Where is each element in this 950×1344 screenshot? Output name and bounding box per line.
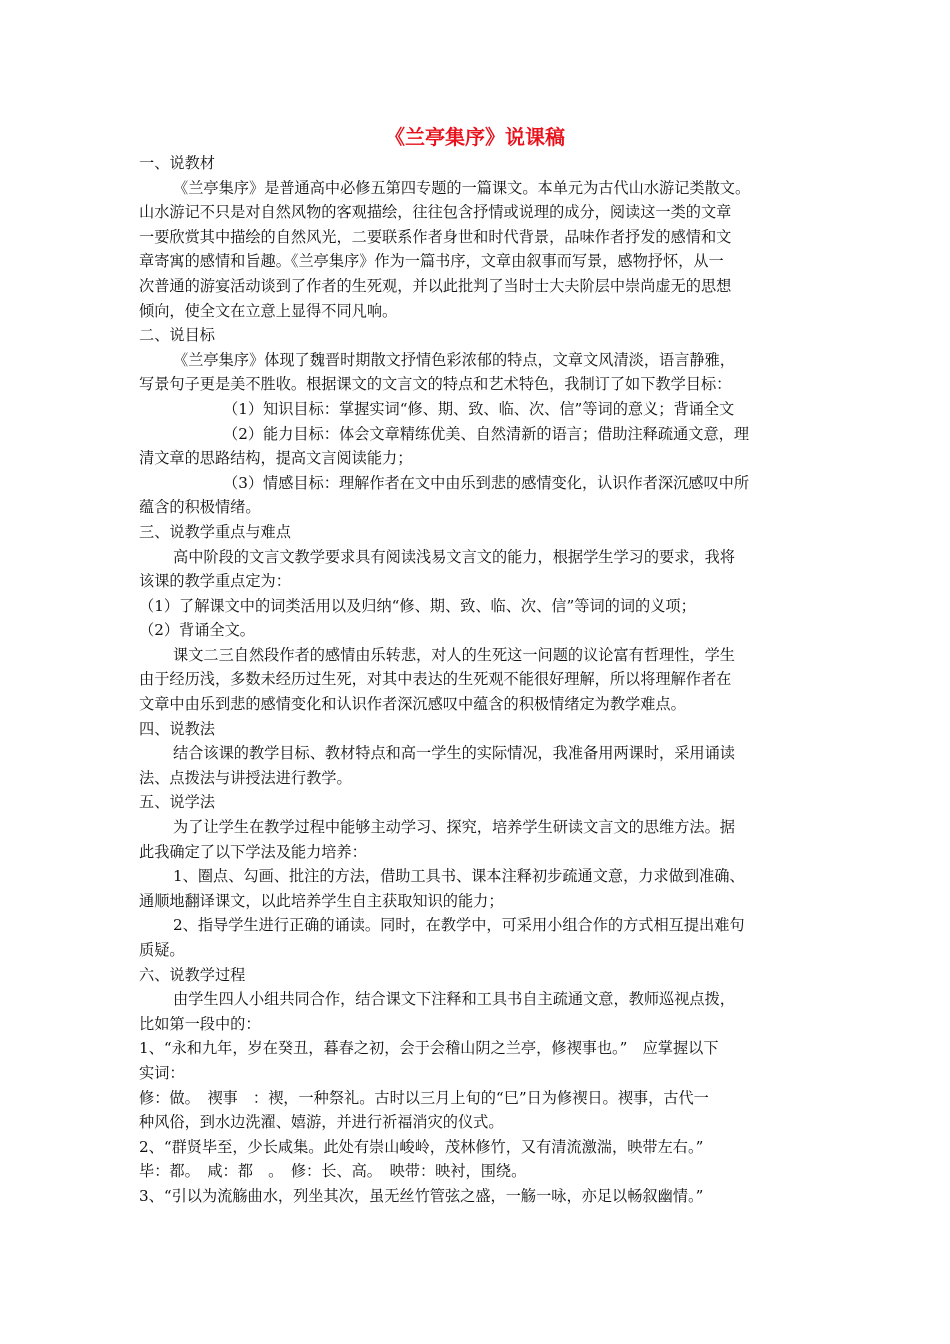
text-line: 质疑。 xyxy=(139,941,185,959)
text-line: 3、“引以为流觞曲水，列坐其次，虽无丝竹管弦之盛，一觞一咏，亦足以畅叙幽情。” xyxy=(139,1186,704,1205)
text-line: （3）情感目标：理解作者在文中由乐到悲的感情变化，认识作者深沉感叹中所 xyxy=(223,473,750,492)
text-line: 由于经历浅，多数未经历过生死，对其中表达的生死观不能很好理解，所以将理解作者在 xyxy=(139,670,732,689)
text-line: 此我确定了以下学法及能力培养： xyxy=(139,842,367,861)
text-line: 2、指导学生进行正确的诵读。同时，在教学中，可采用小组合作的方式相互提出难句 xyxy=(173,916,745,935)
text-line: （2）能力目标：体会文章精练优美、自然清新的语言；借助注释疏通文意，理 xyxy=(223,424,750,443)
text-line: （2）背诵全文。 xyxy=(139,621,255,640)
section-heading: 四、说教法 xyxy=(139,719,215,738)
section-heading: 六、说教学过程 xyxy=(139,965,246,984)
text-line: （1）知识目标：掌握实词“修、期、致、临、次、信”等词的意义；背诵全文 xyxy=(223,399,735,418)
text-line: 实词： xyxy=(139,1063,185,1082)
document-body xyxy=(139,151,811,1209)
text-line: 修：做。 禊事 ：禊，一种祭礼。古时以三月上旬的“巳”日为修禊日。禊事，古代一 xyxy=(139,1088,709,1107)
text-line: 毕：都。 咸：都 。 修：长、高。 映带：映衬，围绕。 xyxy=(139,1162,527,1181)
text-line: 山水游记不只是对自然风物的客观描绘，往往包含抒情或说理的成分，阅读这一类的文章 xyxy=(139,203,732,222)
text-line: 次普通的游宴活动谈到了作者的生死观，并以此批判了当时士大夫阶层中崇尚虚无的思想 xyxy=(139,276,732,295)
text-line: 1、“永和九年，岁在癸丑，暮春之初，会于会稽山阴之兰亭，修禊事也。” 应掌握以下 xyxy=(139,1039,719,1058)
text-line: 法、点拨法与讲授法进行教学。 xyxy=(139,768,352,787)
section-heading: 三、说教学重点与难点 xyxy=(139,522,291,541)
text-line: 高中阶段的文言文教学要求具有阅读浅易文言文的能力，根据学生学习的要求，我将 xyxy=(173,547,735,566)
text-line: 章寄寓的感情和旨趣。《兰亭集序》作为一篇书序，文章由叙事而写景，感物抒怀，从一 xyxy=(139,252,724,271)
text-line: 2、“群贤毕至，少长咸集。此处有崇山峻岭，茂林修竹，又有清流激湍，映带左右。” xyxy=(139,1137,704,1156)
text-line: 通顺地翻译课文，以此培养学生自主获取知识的能力； xyxy=(139,891,504,910)
text-line: 写景句子更是美不胜收。根据课文的文言文的特点和艺术特色，我制订了如下教学目标： xyxy=(139,375,732,394)
section-heading: 二、说目标 xyxy=(139,326,215,345)
text-line: 清文章的思路结构，提高文言阅读能力； xyxy=(139,449,413,468)
text-line: 结合该课的教学目标、教材特点和高一学生的实际情况，我准备用两课时，采用诵读 xyxy=(173,744,735,763)
text-line: 文章中由乐到悲的感情变化和认识作者深沉感叹中蕴含的积极情绪定为教学难点。 xyxy=(139,695,686,714)
text-line: 由学生四人小组共同合作，结合课文下注释和工具书自主疏通文意，教师巡视点拨， xyxy=(173,990,735,1009)
text-line: 《兰亭集序》是普通高中必修五第四专题的一篇课文。本单元为古代山水游记类散文。 xyxy=(173,178,751,197)
text-line: 一要欣赏其中描绘的自然风光，二要联系作者身世和时代背景，品味作者抒发的感情和文 xyxy=(139,227,732,246)
text-line: 《兰亭集序》体现了魏晋时期散文抒情色彩浓郁的特点，文章文风清淡，语言静雅， xyxy=(173,350,735,369)
text-line: 为了让学生在教学过程中能够主动学习、探究，培养学生研读文言文的思维方法。据 xyxy=(173,818,735,837)
text-line: 1、圈点、勾画、批注的方法，借助工具书、课本注释初步疏通文意，力求做到准确、 xyxy=(173,867,745,886)
text-line: 倾向，使全文在立意上显得不同凡响。 xyxy=(139,301,398,320)
text-line: （1）了解课文中的词类活用以及归纳“修、期、致、临、次、信”等词的词的义项； xyxy=(139,596,696,615)
section-heading: 一、说教材 xyxy=(139,154,215,172)
text-line: 该课的教学重点定为： xyxy=(139,572,291,591)
text-line: 比如第一段中的： xyxy=(139,1014,261,1033)
section-heading: 五、说学法 xyxy=(139,793,215,812)
text-line: 蕴含的积极情绪。 xyxy=(139,498,261,517)
text-line: 种风俗，到水边洗濯、嬉游，并进行祈福消灾的仪式。 xyxy=(139,1113,504,1132)
document-title: 《兰亭集序》说课稿 xyxy=(385,125,565,149)
text-line: 课文二三自然段作者的感情由乐转悲，对人的生死这一问题的议论富有哲理性，学生 xyxy=(173,645,735,664)
